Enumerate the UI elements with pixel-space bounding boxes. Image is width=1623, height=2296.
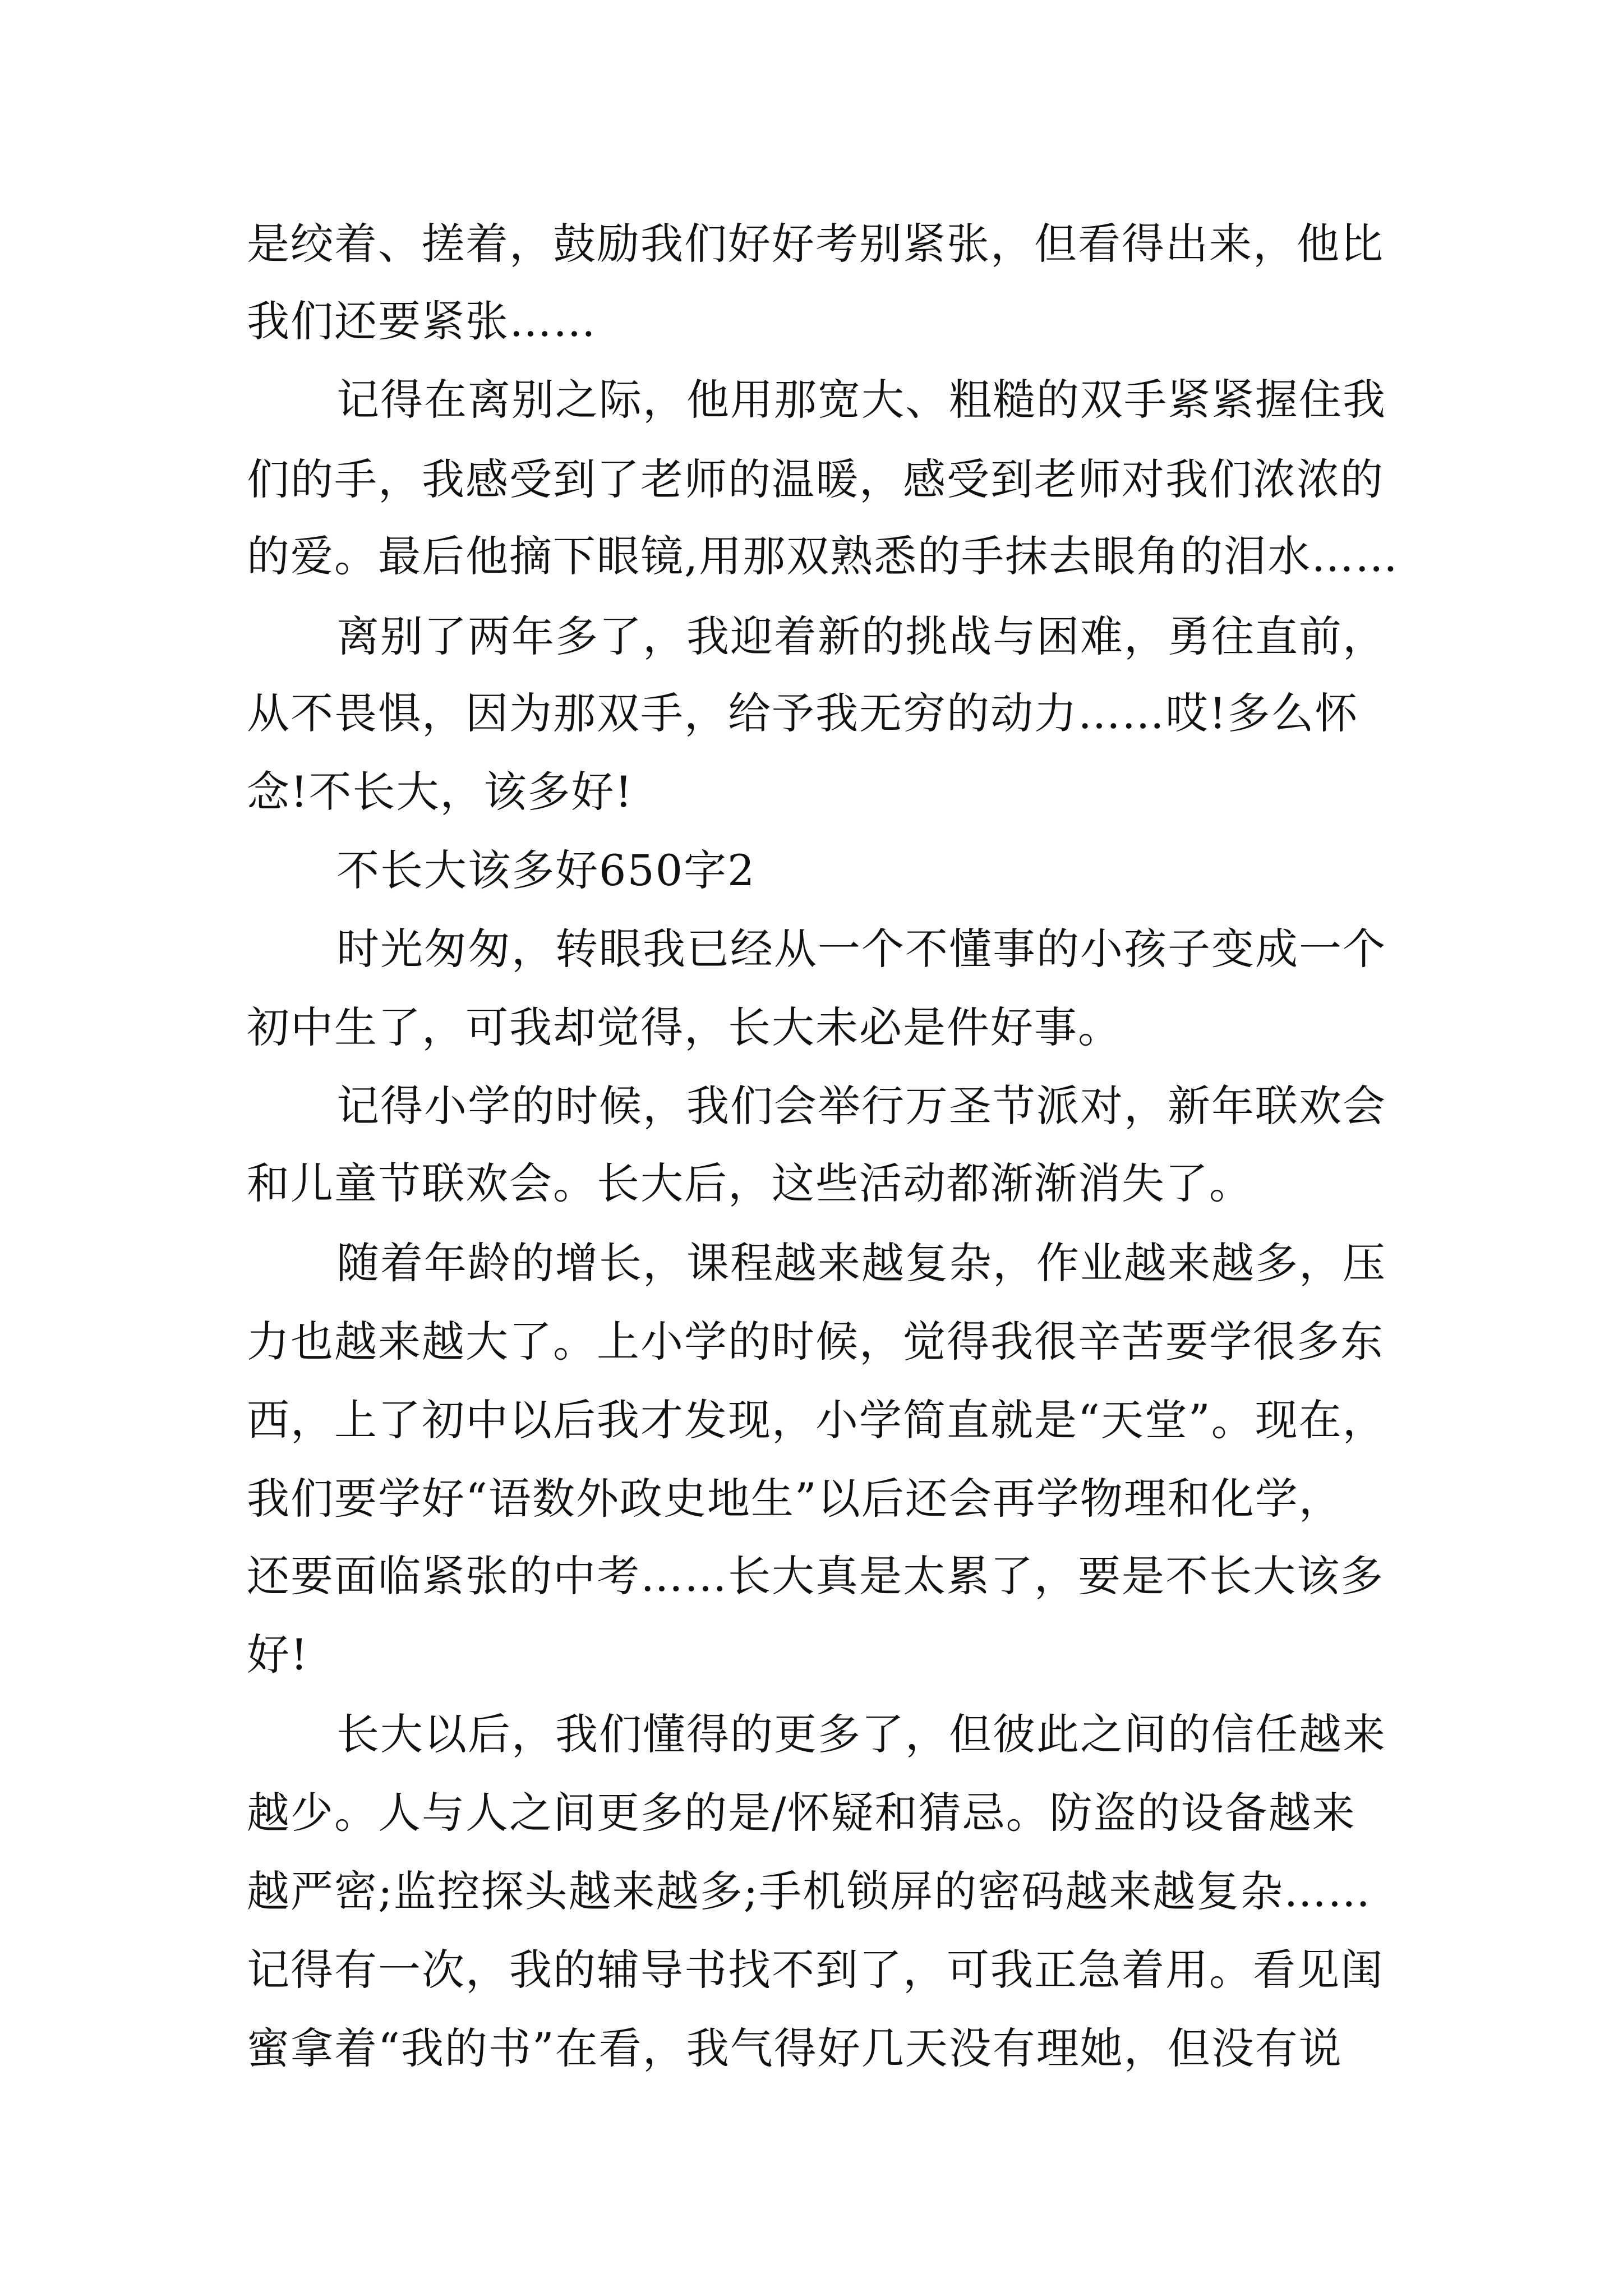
text-line: 越严密;监控探头越来越多;手机锁屏的密码越来越复杂…… xyxy=(247,1866,1372,1916)
text-line: 从不畏惧，因为那双手，给予我无穷的动力……哎!多么怀 xyxy=(247,688,1359,738)
text-line: 们的手，我感受到了老师的温暖，感受到老师对我们浓浓的 xyxy=(247,454,1384,504)
section-heading: 不长大该多好650字2 xyxy=(336,845,756,895)
text-line: 记得有一次，我的辅导书找不到了，可我正急着用。看见闺 xyxy=(247,1945,1384,1995)
text-line: 越少。人与人之间更多的是/怀疑和猜忌。防盗的设备越来 xyxy=(247,1788,1356,1838)
paragraph-start-line: 记得在离别之际，他用那宽大、粗糙的双手紧紧握住我 xyxy=(336,375,1386,425)
text-line: 西，上了初中以后我才发现，小学简直就是“天堂”。现在， xyxy=(247,1395,1386,1445)
paragraph-start-line: 离别了两年多了，我迎着新的挑战与困难，勇往直前， xyxy=(336,611,1386,661)
text-line: 好! xyxy=(247,1630,309,1680)
text-line: 蜜拿着“我的书”在看，我气得好几天没有理她，但没有说 xyxy=(247,2023,1343,2073)
text-line: 念!不长大，该多好! xyxy=(247,767,634,817)
text-line: 初中生了，可我却觉得，长大未必是件好事。 xyxy=(247,1002,1122,1052)
paragraph-start-line: 随着年龄的增长，课程越来越复杂，作业越来越多，压 xyxy=(336,1238,1386,1288)
text-line: 力也越来越大了。上小学的时候，觉得我很辛苦要学很多东 xyxy=(247,1317,1384,1366)
text-line: 的爱。最后他摘下眼镜,用那双熟悉的手抹去眼角的泪水…… xyxy=(247,531,1399,581)
text-line: 是绞着、搓着，鼓励我们好好考别紧张，但看得出来，他比 xyxy=(247,219,1384,269)
paragraph-start-line: 长大以后，我们懂得的更多了，但彼此之间的信任越来 xyxy=(336,1709,1386,1759)
paragraph-start-line: 记得小学的时候，我们会举行万圣节派对，新年联欢会 xyxy=(336,1081,1386,1131)
text-line: 还要面临紧张的中考……长大真是太累了，要是不长大该多 xyxy=(247,1551,1384,1601)
text-line: 我们还要紧张…… xyxy=(247,296,597,346)
paragraph-start-line: 时光匆匆，转眼我已经从一个不懂事的小孩子变成一个 xyxy=(336,924,1386,974)
text-line: 和儿童节联欢会。长大后，这些活动都渐渐消失了。 xyxy=(247,1158,1253,1208)
text-line: 我们要学好“语数外政史地生”以后还会再学物理和化学， xyxy=(247,1474,1343,1524)
